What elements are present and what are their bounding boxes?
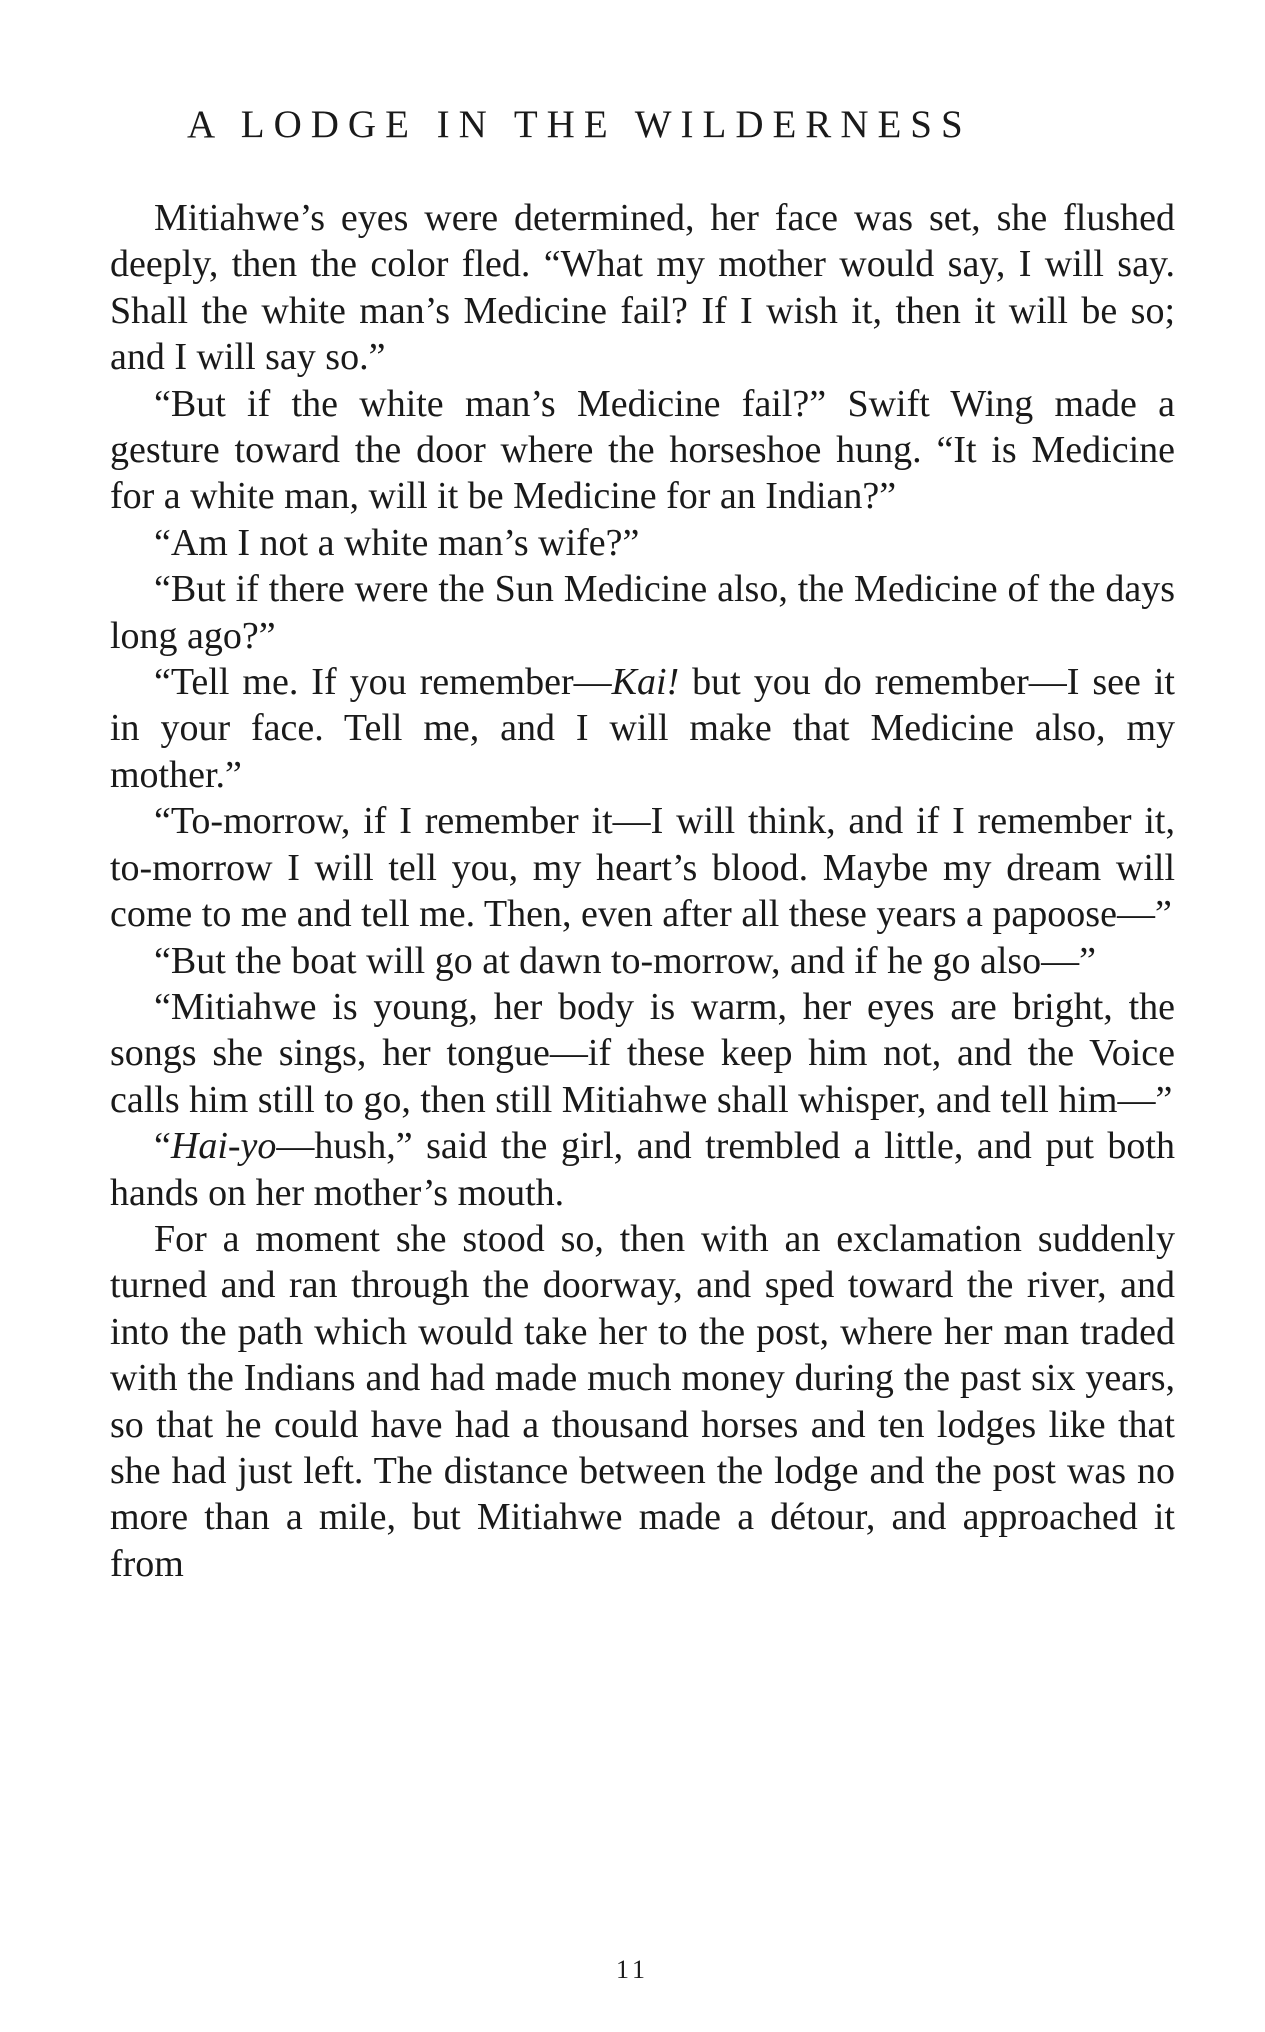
paragraph: [110, 381, 1175, 520]
italic-text: Kai!: [611, 661, 680, 704]
paragraph: [110, 1216, 1175, 1587]
text-run: “Am I not a white man’s wife?”: [154, 521, 640, 564]
running-head: A LODGE IN THE WILDERNESS: [187, 103, 972, 146]
paragraph: [110, 520, 1175, 566]
paragraph: [110, 566, 1175, 659]
text-run: For a moment she stood so, then with an exclamation suddenly turned and ran through the doorway, and sped toward the river, and into the path which would take her to the post, where her man traded with the Indians and had made much money during the past six years, so that he could have had a thousand horses and ten lodges like that she had just left. The distance between the lodge and the post was no more than a mile, but Mitiahwe made a détour, and approached it from: [110, 1217, 1175, 1585]
text-run: “: [154, 1125, 171, 1168]
text-run: “Tell me. If you remember—: [154, 661, 612, 704]
paragraph: [110, 938, 1175, 984]
text-run: but you do remember—I see it in your face. Tell me, and I will make that Medicine also, my mother.”: [110, 661, 1175, 796]
text-run: “Mitiahwe is young, her body is warm, her eyes are bright, the songs she sings, her tongue—if these keep him not, and the Voice calls him still to go, then still Mitiahwe shall whisper, and tell him—”: [110, 985, 1175, 1121]
text-run: “But the boat will go at dawn to-morrow, and if he go also—”: [154, 939, 1097, 982]
paragraph: [110, 659, 1175, 798]
paragraph: [110, 798, 1175, 937]
paragraph: [110, 1123, 1175, 1216]
italic-text: Hai-yo: [170, 1125, 277, 1168]
paragraph: [110, 195, 1175, 381]
text-run: “But if there were the Sun Medicine also, the Medicine of the days long ago?”: [110, 568, 1175, 657]
text-run: Mitiahwe’s eyes were determined, her face was set, she flushed deeply, then the color fled. “What my mother would say, I will say. Shall the white man’s Medicine fail? If I wish it, then it will be so; and I will say so.”: [110, 197, 1175, 379]
body-text: [110, 195, 1175, 1587]
page-number: 11: [615, 1955, 650, 1984]
text-run: “But if the white man’s Medicine fail?” Swift Wing made a gesture toward the door where the horseshoe hung. “It is Medicine for a white man, will it be Medicine for an Indian?”: [110, 382, 1175, 518]
paragraph: [110, 984, 1175, 1123]
text-run: “To-morrow, if I remember it—I will think, and if I remember it, to-morrow I will tell you, my heart’s blood. Maybe my dream will come to me and tell me. Then, even after all these years a papoose—”: [110, 800, 1175, 936]
text-run: —hush,” said the girl, and trembled a little, and put both hands on her mother’s mouth.: [110, 1125, 1175, 1214]
